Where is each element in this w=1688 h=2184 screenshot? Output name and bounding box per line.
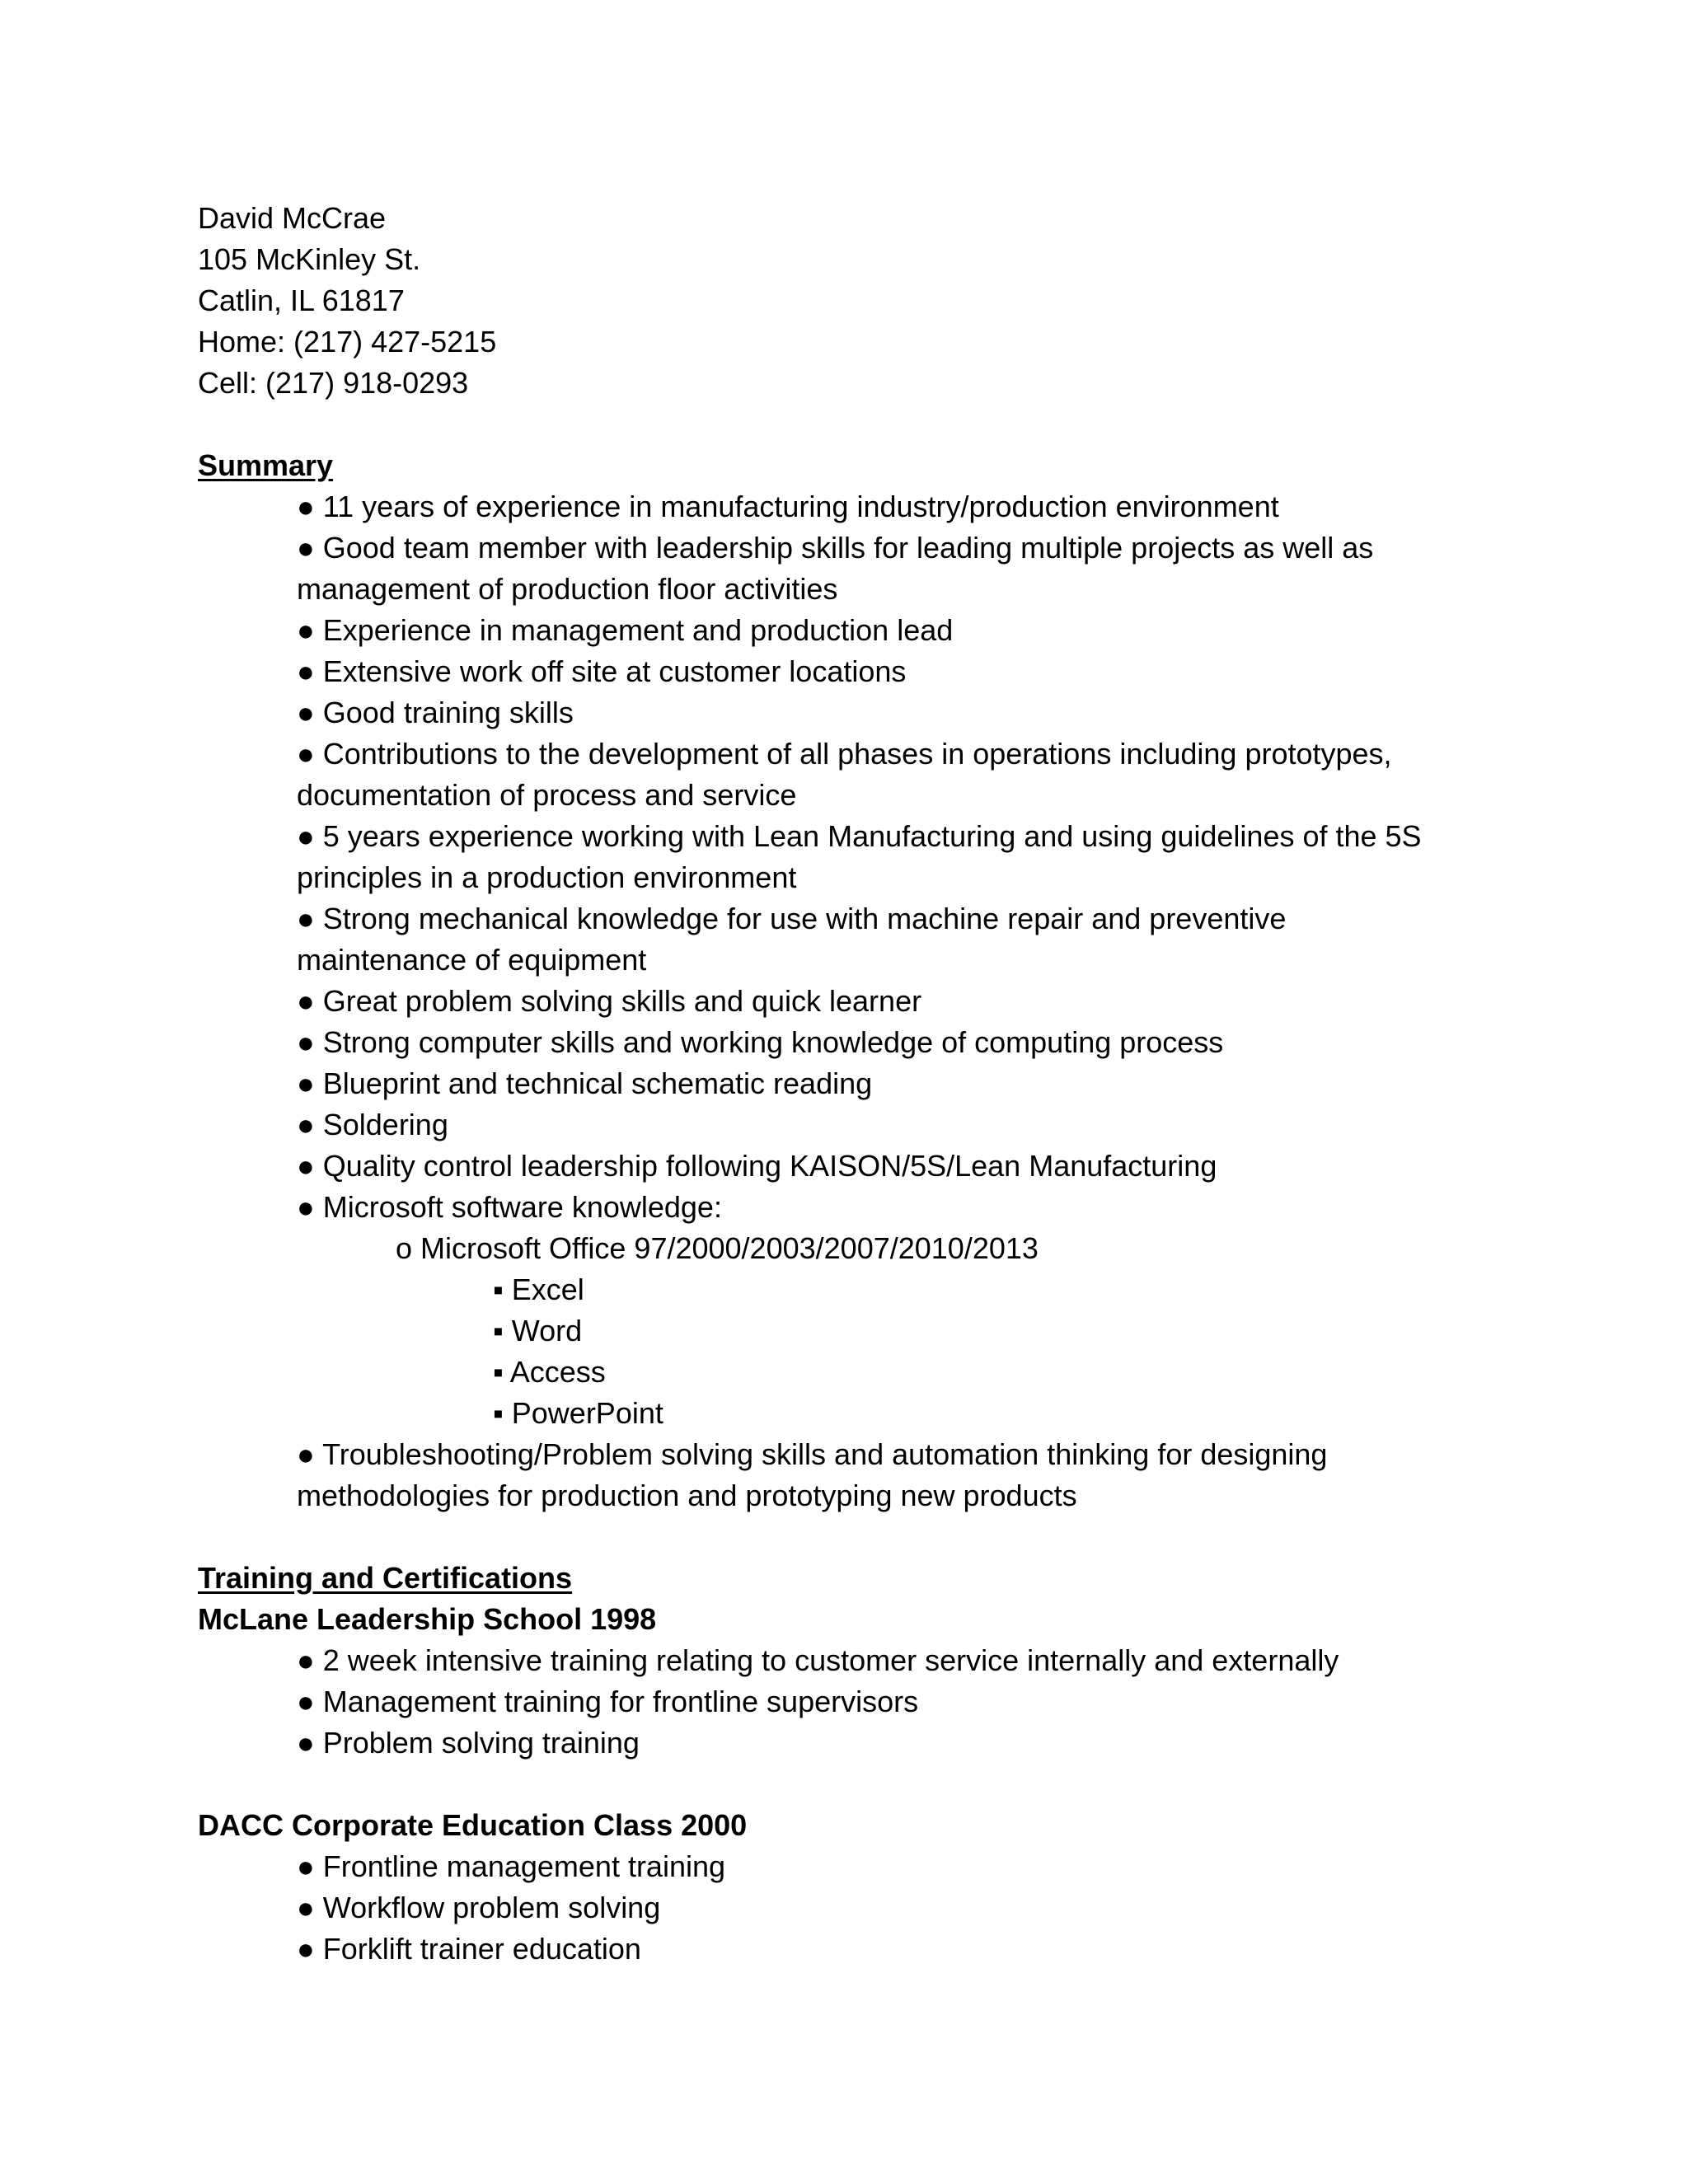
summary-line: ● 5 years experience working with Lean Manufacturing and using guidelines of the 5S <box>297 819 1422 853</box>
summary-line: ● Good training skills <box>297 696 574 729</box>
summary-section <box>198 445 1517 1516</box>
summary-line: ● Experience in management and production lead <box>297 613 954 647</box>
summary-line: ● Quality control leadership following KAISON/5S/Lean Manufacturing <box>297 1149 1217 1183</box>
contact-name: David McCrae <box>198 201 387 235</box>
contact-home-phone: Home: (217) 427-5215 <box>198 325 497 359</box>
summary-line: ● Extensive work off site at customer locations <box>297 654 907 688</box>
summary-line: ● Troubleshooting/Problem solving skills and automation thinking for designing <box>297 1437 1328 1471</box>
training-item: ● Management training for frontline supervisors <box>297 1685 919 1718</box>
summary-line: methodologies for production and prototyping new products <box>297 1479 1077 1512</box>
contact-cell-phone: Cell: (217) 918-0293 <box>198 366 469 400</box>
summary-line: ● Contributions to the development of all phases in operations including prototypes, <box>297 737 1392 771</box>
training-item: ● Frontline management training <box>297 1849 726 1883</box>
contact-block <box>198 198 1517 404</box>
summary-line: maintenance of equipment <box>297 943 647 977</box>
summary-line: ● Blueprint and technical schematic reading <box>297 1066 873 1100</box>
summary-line: ▪ PowerPoint <box>493 1396 663 1430</box>
summary-line: ▪ Word <box>493 1314 583 1347</box>
training-group <box>198 1599 1517 1764</box>
summary-line: ● Strong computer skills and working knowledge of computing process <box>297 1025 1224 1059</box>
summary-line: ● Good team member with leadership skills for leading multiple projects as well as <box>297 531 1374 565</box>
summary-line: ● 11 years of experience in manufacturing industry/production environment <box>297 490 1279 523</box>
training-group <box>198 1805 1517 1970</box>
summary-line: ● Strong mechanical knowledge for use with machine repair and preventive <box>297 902 1287 935</box>
training-item: ● 2 week intensive training relating to customer service internally and externally <box>297 1643 1339 1677</box>
summary-line: ▪ Excel <box>493 1272 584 1306</box>
training-group-title: DACC Corporate Education Class 2000 <box>198 1808 748 1842</box>
resume-page <box>198 198 1517 1970</box>
summary-line: ● Microsoft software knowledge: <box>297 1190 722 1224</box>
training-section <box>198 1558 1517 1970</box>
summary-line: documentation of process and service <box>297 778 797 812</box>
spacer <box>198 404 1517 445</box>
training-item: ● Problem solving training <box>297 1726 640 1760</box>
summary-line: o Microsoft Office 97/2000/2003/2007/2010/2013 <box>396 1231 1039 1265</box>
spacer <box>198 1764 1517 1805</box>
training-item: ● Workflow problem solving <box>297 1891 661 1924</box>
training-group-title: McLane Leadership School 1998 <box>198 1602 657 1636</box>
summary-line: principles in a production environment <box>297 860 797 894</box>
summary-line: ▪ Access <box>493 1355 606 1389</box>
contact-city: Catlin, IL 61817 <box>198 284 405 317</box>
training-heading: Training and Certifications <box>198 1561 573 1595</box>
summary-line: ● Great problem solving skills and quick learner <box>297 984 922 1018</box>
summary-list <box>198 486 1517 1516</box>
training-item: ● Forklift trainer education <box>297 1932 641 1966</box>
summary-line: management of production floor activities <box>297 572 838 606</box>
summary-heading: Summary <box>198 448 334 482</box>
summary-line: ● Soldering <box>297 1108 448 1141</box>
spacer <box>198 1516 1517 1558</box>
contact-street: 105 McKinley St. <box>198 242 421 276</box>
